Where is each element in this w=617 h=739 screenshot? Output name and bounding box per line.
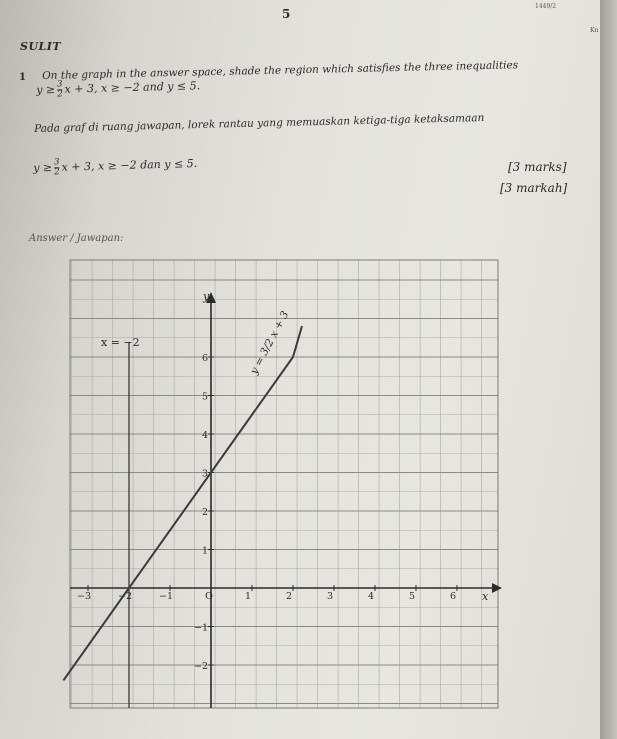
corner-note-secondary: Kn — [590, 27, 599, 34]
x-tick-label: −1 — [158, 591, 174, 602]
fraction: $\frac{3}{2}$ — [56, 79, 63, 100]
page-number: 5 — [282, 7, 291, 21]
x-tick-label: −3 — [76, 591, 92, 602]
x-tick-label: 5 — [408, 591, 416, 602]
inequality-rhs: x + 3, x ≥ −2 and y ≤ 5. — [64, 79, 201, 96]
x-tick-label: 3 — [326, 591, 334, 602]
y-tick-label: 1 — [201, 545, 208, 557]
x-tick-label: 2 — [285, 591, 293, 602]
x-tick-label: −2 — [117, 591, 133, 602]
x-tick-label: 4 — [367, 591, 375, 602]
corner-note: 1449/2 — [535, 3, 557, 10]
graph-lines — [63, 309, 302, 708]
question-number: 1 — [19, 72, 26, 83]
y-tick-label: −2 — [193, 661, 208, 672]
line-extension — [293, 326, 302, 357]
x-tick-label: 6 — [449, 591, 457, 602]
inequality-lhs: y ≥ — [36, 83, 56, 97]
x-tick-label: O — [205, 591, 213, 602]
y-tick-label: −1 — [193, 622, 208, 634]
x-tick-label: 1 — [244, 591, 252, 602]
y-tick-label: 5 — [201, 391, 208, 403]
x-axis-label: x — [482, 590, 489, 603]
vertical-line-label: x = −2 — [101, 336, 140, 349]
answer-label: Answer / Jawapan: — [29, 233, 124, 244]
y-axis-label: y — [203, 290, 210, 303]
line-label: y = 3/2 x + 3 — [248, 309, 292, 377]
inequality-rhs: x + 3, x ≥ −2 dan y ≤ 5. — [61, 156, 198, 174]
classification-label: SULIT — [20, 40, 62, 53]
y-tick-label: 3 — [201, 468, 208, 480]
y-tick-label: 4 — [201, 430, 208, 441]
marks-malay: [3 markah] — [500, 181, 568, 195]
question-text-malay: Pada graf di ruang jawapan, lorek rantau yang memuaskan ketiga-tiga ketaksamaan — [34, 111, 485, 135]
marks-english: [3 marks] — [508, 160, 567, 174]
line-y-equals-3-over-2-x-plus-3 — [63, 357, 293, 680]
y-tick-label: 6 — [201, 353, 208, 364]
question-text-english: On the graph in the answer space, shade the region which satisfies the three inequalities — [42, 59, 519, 82]
x-axis-arrow — [492, 583, 502, 593]
y-tick-label: 2 — [201, 507, 208, 518]
inequality-lhs: y ≥ — [33, 160, 53, 175]
fraction: $\frac{3}{2}$ — [53, 157, 60, 178]
